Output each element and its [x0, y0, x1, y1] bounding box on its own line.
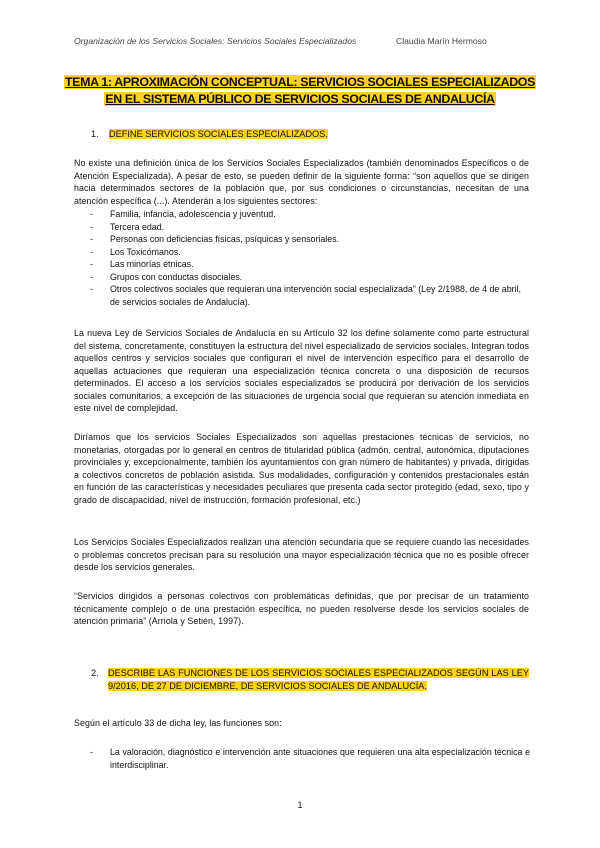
- title-line-1: TEMA 1: APROXIMACIÓN CONCEPTUAL: SERVICIOS SOCIALES ESPECIALIZADOS: [64, 75, 536, 89]
- sectors-list: [90, 208, 530, 308]
- page-number: 1: [297, 800, 303, 810]
- section-1-title: DEFINE SERVICIOS SOCIALES ESPECIALIZADOS.: [109, 129, 328, 139]
- document-title: [60, 74, 540, 108]
- list-item: - La valoración, diagnóstico e intervención ante situaciones que requieren una alta especialización técnica e interdisciplinar.: [90, 747, 530, 770]
- list-item: - Tercera edad.: [90, 221, 165, 232]
- functions-list: [90, 746, 530, 771]
- page-header: [74, 36, 534, 46]
- list-item: - Grupos con conductas disociales.: [90, 271, 243, 282]
- list-item: - Las minorías étnicas.: [90, 259, 194, 269]
- paragraph-quote: “Servicios dirigidos a personas colectivos con problemáticas definidas, que por precisar de un tratamiento técnicamente complejo o de una prestación específica, no pueden resolverse desde los servicios sociales de atención primaria” (Arriola y Setién, 1997).: [74, 591, 529, 626]
- header-author: Claudia Marín Hermoso: [396, 36, 487, 46]
- section-2-number: 2.: [91, 668, 99, 678]
- title-line-2: EN EL SISTEMA PÚBLICO DE SERVICIOS SOCIALES DE ANDALUCÍA: [105, 92, 495, 106]
- section-1-number: 1.: [91, 129, 99, 139]
- paragraph-definition-2: Diríamos que los servicios Sociales Especializados son aquellas prestaciones técnicas de servicios, no monetarias, otorgadas por lo general en centros de titularidad pública (admón. central, autonómica, diputaciones provinciales y, excepcionalmente, también los ayuntamientos con gran número de habitantes) y privada, dirigidas a colectivos concretos de población asistida. Sus modalidades, configuración y contenidos prestacionales están en función de las características y necesidades peculiares que presenta cada sector protegido (edad, sexo, tipo y grado de discapacidad, nivel de instrucción, formación profesional, etc.): [74, 432, 529, 505]
- paragraph-functions-intro: Según el artículo 33 de dicha ley, las funciones son:: [74, 718, 282, 728]
- list-item: - Personas con deficiencias físicas, psíquicas y sensoriales.: [90, 234, 340, 244]
- paragraph-new-law: La nueva Ley de Servicios Sociales de Andalucía en su Artículo 32 los define solamente como parte estructural del sistema, concretamente, constituyen la estructura del nivel especializado de servicios sociales. Integran todos aquellos centros y servicios sociales que configuran el nivel de intervención específico para el desarrollo de aquellas actuaciones que requieran una especialización técnica concreta o una disposición de recursos determinados. El acceso a los servicios sociales especializados se producirá por derivación de los servicios sociales comunitarios, a excepción de las situaciones de urgencia social que requieran su atención inmediata en este nivel de complejidad.: [74, 328, 529, 413]
- section-1-heading: [91, 129, 328, 139]
- header-course-title: Organización de los Servicios Sociales: Servicios Sociales Especializados: [74, 36, 357, 46]
- list-item: - Otros colectivos sociales que requieran una intervención social especializada” (Ley 2/1988, de 4 de abril, de servicios sociales de Andalucía).: [90, 284, 521, 307]
- list-item: - Familia, infancia, adolescencia y juventud.: [90, 209, 276, 219]
- paragraph-definition: No existe una definición única de los Servicios Sociales Especializados (también denominados Específicos o de Atención Especializada). A pesar de esto, se pueden definir de la siguiente forma: “son aquellos que se dirigen hacia determinados sectores de la población que, por sus condiciones o circunstancias, necesitan de una atención específica (...). Atenderán a los siguientes sectores:: [74, 158, 529, 206]
- section-2-heading: [91, 667, 529, 692]
- list-item: - Los Toxicómanos.: [90, 246, 181, 257]
- section-2-title: DESCRIBE LAS FUNCIONES DE LOS SERVICIOS SOCIALES ESPECIALIZADOS SEGÚN LAS LEY 9/2016, DE 27 DE DICIEMBRE, DE SERVICIOS SOCIALES DE ANDALUCÍA.: [108, 668, 529, 691]
- paragraph-secondary-attention: Los Servicios Sociales Especializados realizan una atención secundaria que se requiere cuando las necesidades o problemas concretos precisan para su resolución una mayor especialización técnica que no es posible ofrecer desde los servicios generales.: [74, 537, 529, 572]
